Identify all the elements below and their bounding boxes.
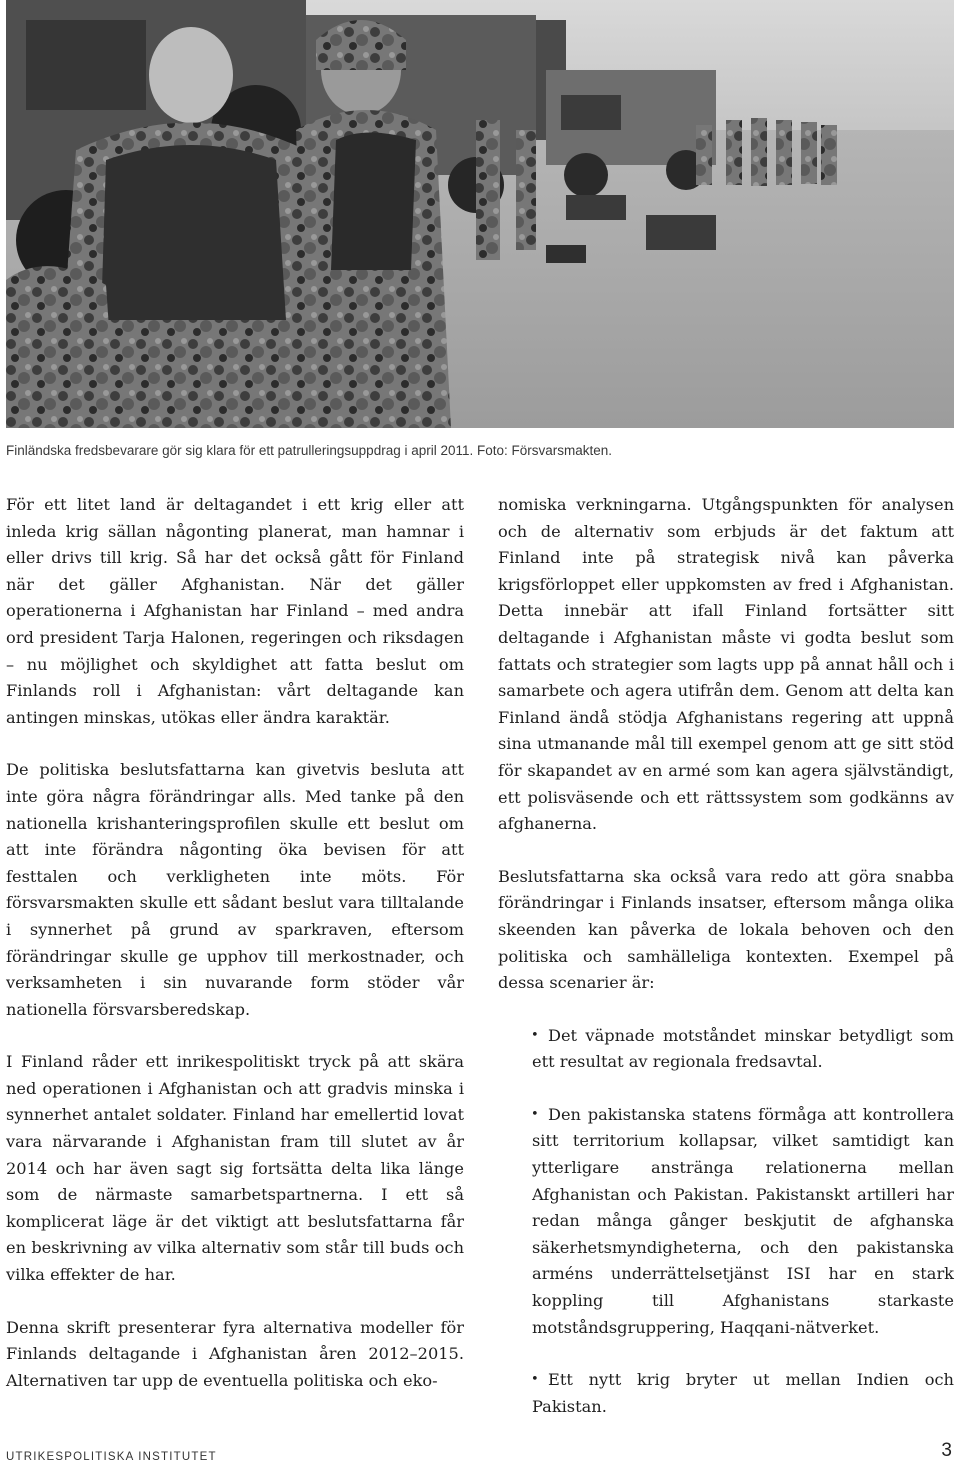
list-item (498, 1023, 954, 1076)
list-item (498, 1367, 954, 1420)
paragraph: Denna skrift presenterar fyra alternativa modeller för Finlands deltagande i Afghanistan åren 2012–2015. Alternativen tar upp de eventuella politiska och eko- (6, 1317, 464, 1390)
right-column (498, 492, 954, 1446)
photo-caption: Finländska fredsbevarare gör sig klara för ett patrulleringsuppdrag i april 2011. Foto: Försvarsmakten. (6, 443, 613, 458)
paragraph: nomiska verkningarna. Utgångspunkten för analysen och de alternativ som erbjuds är det faktum att Finland inte på strategisk nivå kan påverka krigsförloppet eller uppkomsten av fred i Afghanistan. Detta innebär att ifall Finland fortsätter sitt deltagande i Afghanistan måste vi godta beslut som fattats och strategier som lagts upp på annat håll och i samarbete och agera utifrån dem. Genom att delta kan Finland ändå stödja Afghanistans regering att uppnå sina utmanande mål till exempel genom att ge sitt stöd för skapandet av en armé som kan agera självständigt, ett polisväsende och ett rättssystem som godkänns av afghanerna. (498, 495, 954, 834)
page-number: 3 (941, 1440, 952, 1461)
list-item-text: Det väpnade motståndet minskar betydligt som ett resultat av regionala fredsavtal. (532, 1025, 954, 1072)
paragraph: Beslutsfattarna ska också vara redo att göra snabba förändringar i Finlands insatser, eftersom många olika skeenden kan påverka de lokala behoven och den politiska och samhälleliga kontexten. Exempel på dessa scenarier är: (498, 866, 954, 993)
paragraph: För ett litet land är deltagandet i ett krig eller att inleda krig sällan någonting planerat, man hamnar i eller drivs till krig. Så har det också gått för Finland när det gäller Afghanistan. När det gäller operationerna i Afghanistan har Finland – med andra ord president Tarja Halonen, regeringen och riksdagen – nu möjlighet och skyldighet att fatta beslut om Finlands roll i Afghanistan: vårt deltagande kan antingen minskas, utökas eller ändra karaktär. (6, 495, 464, 727)
soldiers-photo-illustration (6, 0, 954, 428)
left-column (6, 492, 464, 1394)
bullet-icon: • (531, 1372, 539, 1388)
bullet-icon: • (531, 1027, 539, 1043)
scenario-list (498, 1023, 954, 1421)
publisher-name: UTRIKESPOLITISKA INSTITUTET (6, 1451, 217, 1463)
paragraph: I Finland råder ett inrikespolitiskt tryck på att skära ned operationen i Afghanistan och att gradvis minska i synnerhet antalet soldater. Finland har emellertid lovat vara närvarande i Afghanistan fram till slutet av år 2014 och har även sagt sig fortsätta delta lika länge som de närmaste samarbetspartnerna. I ett så komplicerat läge är det viktigt att beslutsfattarna får en beskrivning av vilka alternativ som står till buds och vilka effekter de har. (6, 1052, 464, 1285)
list-item (498, 1102, 954, 1341)
bullet-icon: • (531, 1106, 539, 1122)
list-item-text: Ett nytt krig bryter ut mellan Indien och Pakistan. (532, 1370, 954, 1416)
paragraph: De politiska beslutsfattarna kan givetvis besluta att inte göra några förändringar alls. Med tanke på den nationella krishanteringsprofilen skulle ett beslut om att inte förändra någonting öka bevisen för att festtalen och verkligheten inte möts. För försvarsmakten skulle ett sådant beslut vara tilltalande i synnerhet på grund av sparkraven, eftersom förändringar skulle ge upphov till merkostnader, och verksamheten i sin nuvarande form stöder vår nationella försvarsberedskap. (6, 760, 464, 1019)
list-item-text: Den pakistanska statens förmåga att kontrollera sitt territorium kollapsar, vilket samtidigt kan ytterligare anstränga relationerna mellan Afghanistan och Pakistan. Pakistanskt artilleri har redan många gånger beskjutit de afghanska säkerhetsmyndigheterna, och den pakistanska arméns underrättelsetjänst ISI har en stark koppling till Afghanistans starkaste motståndsgruppering, Haqqani-nätverket. (532, 1104, 954, 1337)
article-photo (6, 0, 954, 428)
